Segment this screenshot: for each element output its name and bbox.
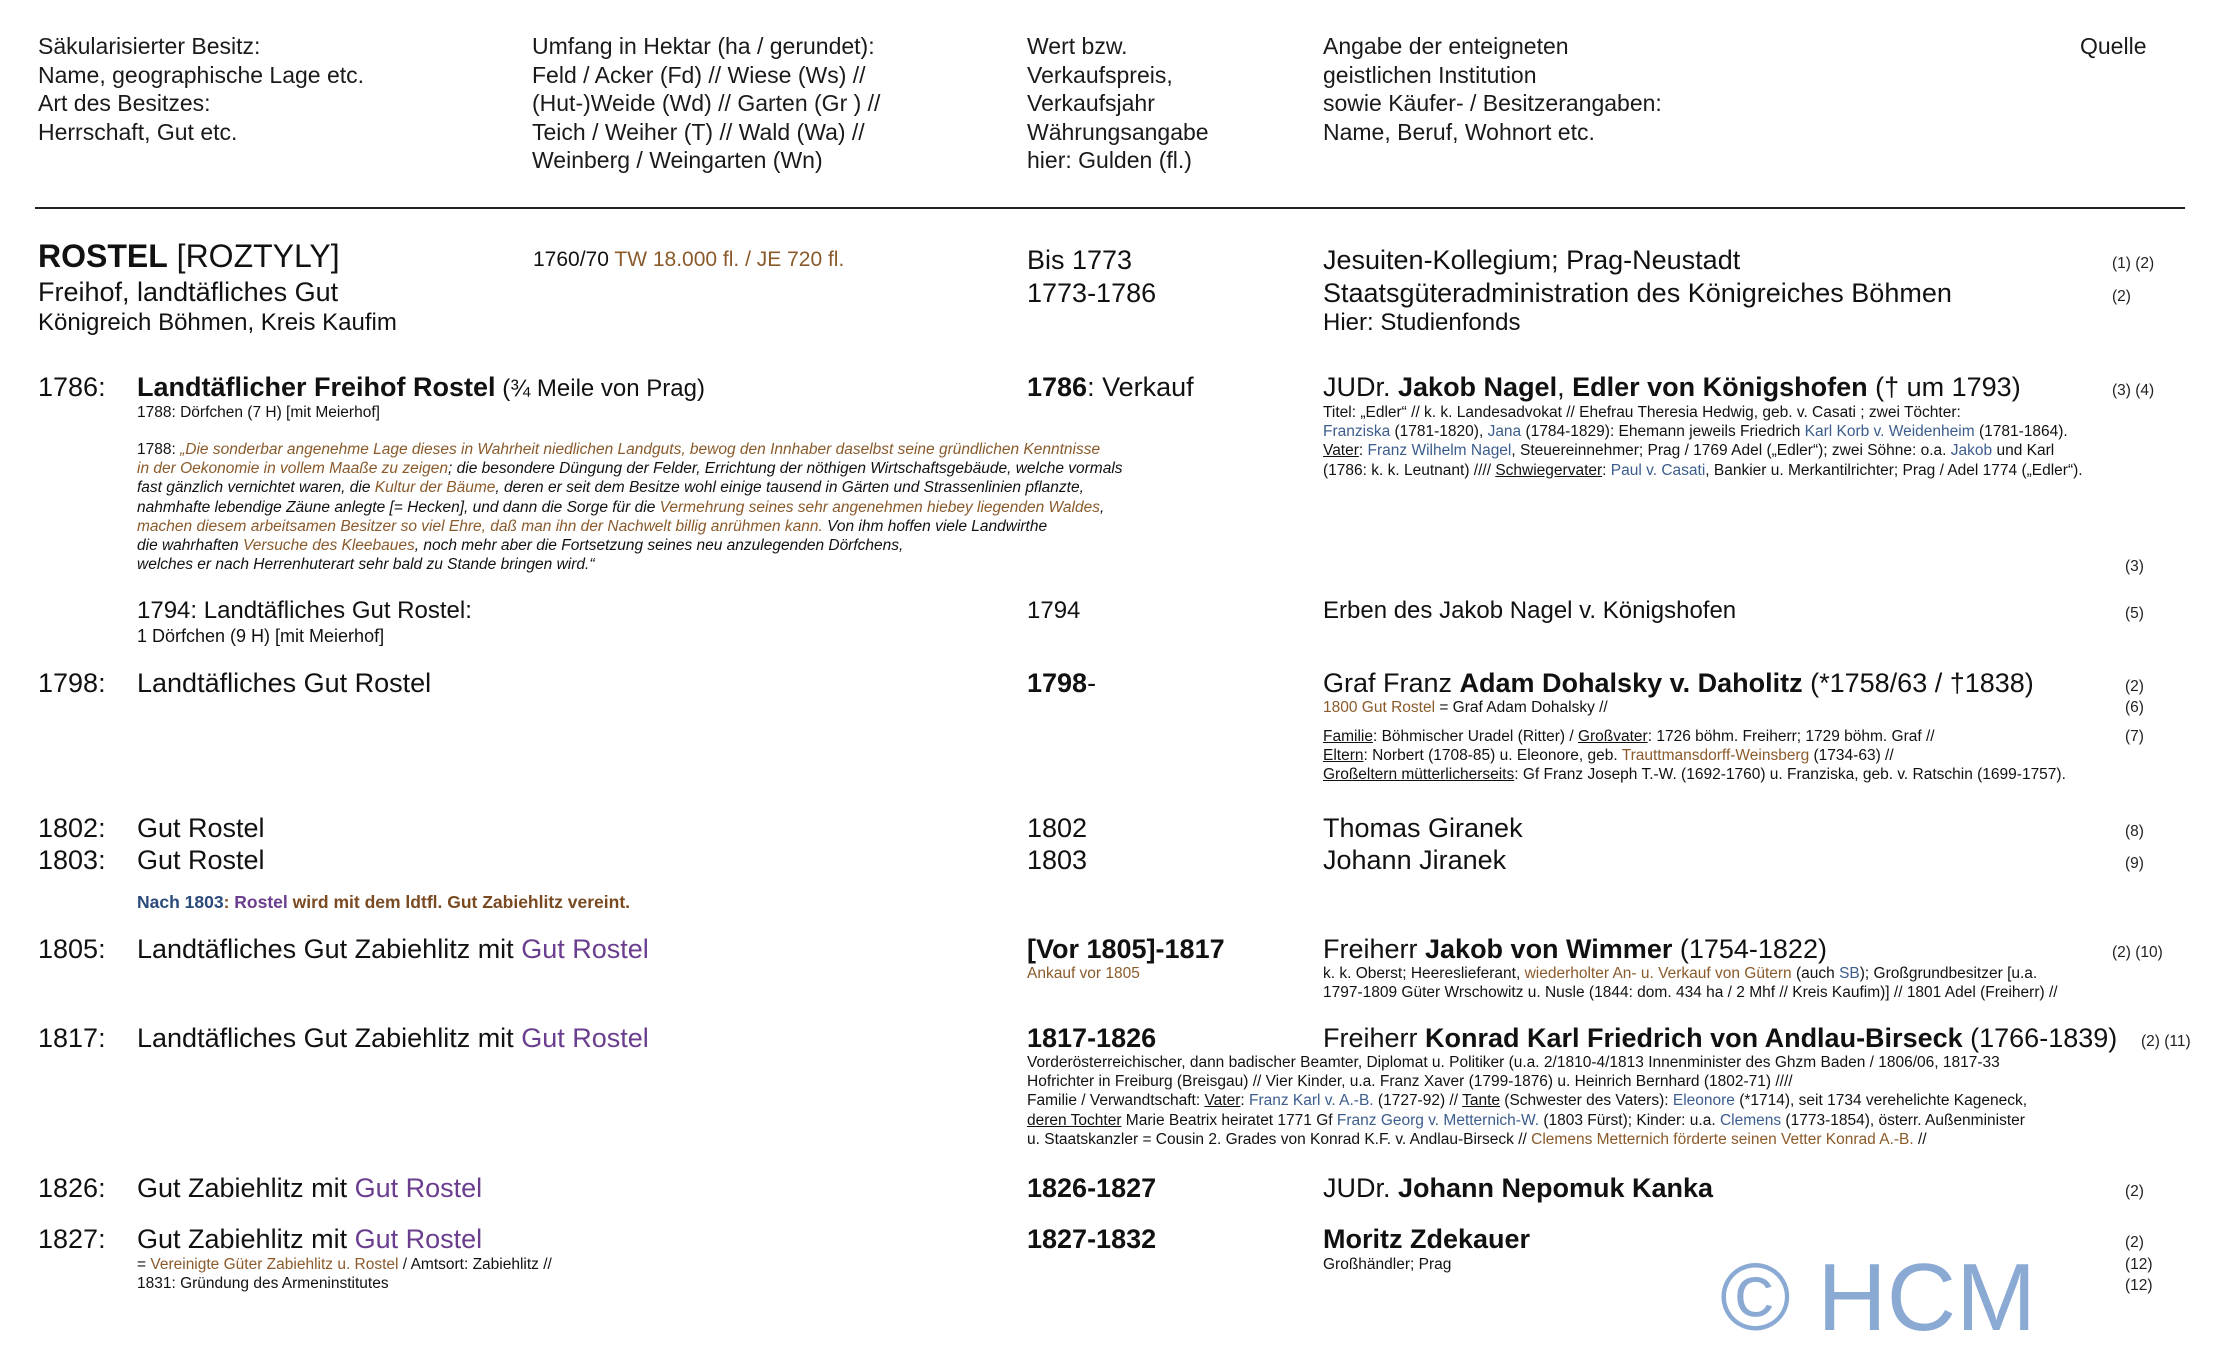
entry-year: 1805:	[38, 934, 106, 964]
detail-seg: (*1714), seit 1734 verehelichte Kageneck,	[1734, 1092, 2028, 1110]
entry-year: 1786:	[38, 372, 106, 402]
detail-line	[1027, 1091, 2027, 1110]
entry-owner: Erben des Jakob Nagel v. Königshofen	[1323, 597, 1737, 624]
source-ref: (5)	[2125, 605, 2144, 622]
entry-year: 1803:	[38, 845, 106, 875]
owner-details	[1323, 964, 2058, 1002]
entry-period: 1803	[1027, 845, 1088, 875]
owner-seg: (1754-1822)	[1672, 934, 1827, 964]
detail-seg: Karl Korb v. Weidenheim	[1804, 423, 1975, 441]
detail-seg: Franziska	[1323, 423, 1391, 441]
owner-seg: Johann Nepomuk Kanka	[1398, 1173, 1714, 1203]
owner-details	[1027, 1053, 2027, 1149]
header-line: Angabe der enteigneten	[1323, 33, 1569, 59]
name-seg: Gut Rostel	[521, 934, 649, 964]
quote-seg: Kultur der Bäume	[374, 479, 496, 497]
quote-seg: machen diesem arbeitsamen Besitzer so viel Ehre, daß man ihn der Nachwelt billig anrühmen kann.	[137, 517, 823, 535]
sub-seg: / Amtsort: Zabiehlitz //	[398, 1256, 552, 1273]
name-seg: Gut Zabiehlitz mit	[137, 1173, 355, 1203]
owner-seg: Graf Franz	[1323, 668, 1460, 698]
detail-seg: Schwiegervater	[1495, 461, 1603, 479]
detail-seg: (1803 Fürst); Kinder: u.a.	[1539, 1111, 1720, 1129]
quote-line	[137, 498, 1123, 517]
quote-line	[137, 459, 1123, 478]
entry-year: 1798:	[38, 668, 106, 698]
detail-seg: Franz Georg v. Metternich-W.	[1336, 1111, 1540, 1129]
entry-name: Gut Rostel	[137, 813, 265, 843]
entry-title	[38, 238, 340, 274]
entry-period: [Vor 1805]-1817	[1027, 934, 1225, 964]
owner-seg: ,	[1557, 372, 1573, 402]
detail-seg: Clemens	[1719, 1111, 1782, 1129]
source-ref: (12)	[2125, 1277, 2153, 1294]
entry-period: 1827-1832	[1027, 1224, 1157, 1254]
entry-year: 1826:	[38, 1173, 106, 1203]
entry-owner: Johann Jiranek	[1323, 845, 1507, 875]
detail-seg: Trauttmansdorff-Weinsberg	[1621, 747, 1810, 765]
quote-seg: „Die sonderbar angenehme Lage dieses in Wahrheit niedlichen Landguts, bewog den Innhaber daselbst seine gründlichen Kenntnisse	[180, 441, 1101, 458]
quote-line	[137, 478, 1123, 497]
detail-seg: ); Großgrundbesitzer [u.a.	[1859, 965, 2038, 982]
detail-line: Vorderösterreichischer, dann badischer Beamter, Diplomat u. Politiker (u.a. 2/1810-4/1813 Innenminister des Ghzm Baden / 1806/06, 1817-33	[1027, 1054, 2000, 1071]
quote-line	[137, 517, 1123, 536]
source-ref: (2)	[2125, 1183, 2144, 1200]
quote-seg: ,	[1099, 498, 1105, 516]
entry-period	[1027, 371, 1194, 403]
source-ref: (8)	[2125, 823, 2144, 840]
header-line: geistlichen Institution	[1323, 61, 1537, 88]
header-line: Währungsangabe	[1027, 118, 1209, 145]
note-seg: Nach 1803	[137, 892, 224, 912]
source-ref: (3)	[2125, 558, 2144, 575]
header-line: hier: Gulden (fl.)	[1027, 147, 1192, 173]
entry-period: 1817-1826	[1027, 1023, 1157, 1053]
quote-seg: die wahrhaften	[137, 537, 243, 555]
detail-line	[1323, 441, 2083, 460]
detail-seg: (1734-63) //	[1809, 747, 1894, 765]
sub-line	[137, 1255, 552, 1274]
detail-seg: (1781-1820),	[1390, 423, 1488, 441]
entry-owner	[1323, 933, 1827, 965]
entry-name	[137, 933, 649, 965]
title-type: Freihof, landtäfliches Gut	[38, 277, 339, 307]
detail-seg: Jana	[1487, 423, 1522, 441]
header-line: Weinberg / Weingarten (Wn)	[532, 147, 823, 173]
merge-note	[137, 891, 630, 913]
header-line: Herrschaft, Gut etc.	[38, 118, 238, 145]
detail-seg: (1727-92) //	[1373, 1092, 1463, 1110]
owner-seg: Jakob Nagel	[1398, 372, 1558, 402]
header-line: Säkularisierter Besitz:	[38, 33, 261, 59]
source-ref: (6)	[2125, 699, 2144, 716]
title-owner-2: Staatsgüteradministration des Königreiches Böhmen	[1323, 278, 1952, 308]
quote-line	[137, 536, 1123, 555]
quote-seg: Vermehrung seines sehr angenehmen hiebey liegenden Waldes	[659, 498, 1100, 516]
entry-name	[137, 1223, 482, 1255]
detail-seg: : Gf Franz Joseph T.-W. (1692-1760) u. Franziska, geb. v. Ratschin (1699-1757).	[1514, 766, 2066, 784]
detail-line	[1027, 1130, 2027, 1149]
copyright-watermark: © HCM	[1720, 1244, 2037, 1351]
source-ref: (2) (11)	[2141, 1033, 2191, 1050]
detail-line: Titel: „Edler“ // k. k. Landesadvokat // Ehefrau Theresia Hedwig, geb. v. Casati ; zwei Töchter:	[1323, 404, 1961, 421]
header-col-property	[38, 32, 364, 146]
owner-seg: Freiherr	[1323, 934, 1426, 964]
entry-name-bold: Landtäflicher Freihof Rostel	[137, 372, 496, 402]
detail-seg: Vater	[1204, 1092, 1241, 1110]
detail-seg: :	[1602, 461, 1611, 479]
sub-seg: =	[137, 1256, 151, 1273]
owner-seg: JUDr.	[1323, 1173, 1399, 1203]
quote-seg: nahmhafte lebendige Zäune anlegte [= Hecken], und dann die Sorge für die	[137, 498, 660, 516]
header-col-value	[1027, 32, 1209, 175]
detail-seg: SB	[1839, 965, 1860, 982]
entry-sub: 1788: Dörfchen (7 H) [mit Meierhof]	[137, 404, 380, 421]
detail-seg: Familie / Verwandtschaft:	[1027, 1092, 1205, 1110]
detail-seg: :	[1358, 442, 1368, 460]
owner-details: Großhändler; Prag	[1323, 1256, 1452, 1273]
detail-seg: Großvater	[1577, 728, 1648, 745]
header-line: Feld / Acker (Fd) // Wiese (Ws) //	[532, 61, 866, 88]
entry-year: 1827:	[38, 1224, 106, 1254]
detail-seg: Eleonore	[1672, 1092, 1735, 1110]
note-seg: Rostel	[234, 892, 288, 912]
entry-sub	[137, 1255, 552, 1293]
header-line: sowie Käufer- / Besitzerangaben:	[1323, 90, 1662, 116]
entry-name: Gut Rostel	[137, 845, 265, 875]
owner-seg: († um 1793)	[1867, 372, 2021, 402]
detail-line	[1323, 964, 2058, 983]
header-line: Verkaufspreis,	[1027, 61, 1173, 88]
detail-seg: (1773-1854), österr. Außenminister	[1781, 1111, 2025, 1129]
detail-seg: :	[1240, 1092, 1249, 1110]
header-line: Art des Besitzes:	[38, 90, 211, 116]
owner-seg: Adam Dohalsky v. Daholitz	[1459, 668, 1803, 698]
detail-seg: wiederholter An- u. Verkauf von Gütern	[1524, 965, 1792, 982]
detail-seg: (Schwester des Vaters):	[1500, 1092, 1673, 1110]
title-owner-3: Hier: Studienfonds	[1323, 309, 1521, 336]
detail-seg: und Karl	[1992, 442, 2055, 460]
source-ref: (7)	[2125, 728, 2144, 745]
period-rest: : Verkauf	[1087, 372, 1194, 402]
entry-year: 1817:	[38, 1023, 106, 1053]
entry-name	[137, 371, 705, 405]
source-ref: (3) (4)	[2112, 382, 2155, 399]
title-owner-1: Jesuiten-Kollegium; Prag-Neustadt	[1323, 245, 1741, 275]
owner-seg: Freiherr	[1323, 1023, 1426, 1053]
period-bold: 1786	[1027, 372, 1088, 402]
detail-line	[1027, 1111, 2027, 1130]
entry-owner	[1323, 1172, 1713, 1204]
header-col-area	[532, 32, 880, 175]
title-value-amount: TW 18.000 fl. / JE 720 fl.	[614, 248, 845, 271]
detail-seg: k. k. Oberst; Heereslieferant,	[1323, 965, 1525, 982]
title-alt: [ROZTYLY]	[167, 238, 340, 274]
entry-name	[137, 1022, 649, 1054]
detail-line	[1323, 765, 2066, 784]
header-col-institution	[1323, 32, 1662, 146]
owner-details	[1323, 403, 2083, 480]
detail-seg: = Graf Adam Dohalsky //	[1435, 699, 1608, 716]
detail-line	[1323, 422, 2083, 441]
historical-quote	[137, 440, 1123, 574]
source-ref: (12)	[2125, 1256, 2153, 1273]
entry-period: 1794	[1027, 597, 1081, 624]
title-value	[533, 248, 844, 272]
period-bold: 1798	[1027, 668, 1088, 698]
source-ref: (1) (2)	[2112, 255, 2155, 272]
source-ref: (9)	[2125, 855, 2144, 872]
detail-line: 1797-1809 Güter Wrschowitz u. Nusle (1844: dom. 434 ha / 2 Mhf // Kreis Kaufim)] // 1801 Adel (Freiherr) //	[1323, 984, 2058, 1002]
name-seg: Gut Rostel	[354, 1173, 483, 1203]
entry-owner: Thomas Giranek	[1323, 813, 1523, 843]
owner-seg: Edler von Königshofen	[1572, 372, 1868, 402]
header-line: Name, geographische Lage etc.	[38, 61, 365, 88]
source-ref: (2)	[2125, 678, 2144, 695]
detail-seg: (1781-1864).	[1974, 423, 2068, 441]
quote-line	[137, 440, 1123, 459]
source-ref: (2)	[2125, 1234, 2144, 1251]
quote-seg: 1788:	[137, 441, 181, 458]
detail-seg: //	[1913, 1130, 1927, 1148]
header-line: (Hut-)Weide (Wd) // Garten (Gr ) //	[532, 90, 881, 116]
detail-seg: Paul v. Casati	[1610, 461, 1706, 479]
detail-seg: u. Staatskanzler = Cousin 2. Grades von Konrad K.F. v. Andlau-Birseck //	[1027, 1130, 1532, 1148]
owner-seg: JUDr.	[1323, 372, 1399, 402]
detail-seg: Jakob	[1950, 442, 1993, 460]
source-ref: (2) (10)	[2112, 944, 2163, 961]
entry-owner	[1323, 667, 2034, 699]
title-name: ROSTEL	[38, 238, 168, 274]
detail-line: Hofrichter in Freiburg (Breisgau) // Vier Kinder, u.a. Franz Xaver (1799-1876) u. Heinrich Bernhard (1802-71) ////	[1027, 1073, 1793, 1091]
quote-seg: ; die besondere Düngung der Felder, Errichtung der nöthigen Wirtschaftsgebäude, welche vormals	[448, 460, 1123, 478]
detail-seg: (1784-1829): Ehemann jeweils Friedrich	[1521, 423, 1805, 441]
title-value-year: 1760/70	[533, 248, 615, 271]
detail-seg: , Bankier u. Merkantilrichter; Prag / Adel 1774 („Edler“).	[1705, 461, 2083, 479]
entry-period: 1826-1827	[1027, 1173, 1157, 1203]
detail-line	[1323, 727, 2066, 746]
detail-line	[1323, 461, 2083, 480]
name-seg: Gut Rostel	[354, 1224, 483, 1254]
detail-seg: Clemens Metternich förderte seinen Vetter Konrad A.-B.	[1531, 1130, 1914, 1148]
sub-seg: Vereinigte Güter Zabiehlitz u. Rostel	[150, 1256, 399, 1273]
name-seg: Gut Rostel	[521, 1023, 649, 1053]
header-divider	[35, 207, 2185, 209]
name-seg: Landtäfliches Gut Zabiehlitz mit	[137, 934, 522, 964]
sub-line: 1831: Gründung des Armeninstitutes	[137, 1275, 389, 1293]
quote-seg: welches er nach Herrenhuterart sehr bald zu Stande bringen wird.“	[137, 556, 595, 574]
note-seg: :	[223, 892, 235, 912]
entry-name: Landtäfliches Gut Rostel	[137, 668, 432, 698]
quote-seg: fast gänzlich vernichtet waren, die	[137, 479, 375, 497]
quote-seg: Von ihm hoffen viele Landwirthe	[822, 517, 1048, 535]
detail-seg: Marie Beatrix heiratet 1771 Gf	[1121, 1111, 1337, 1129]
title-period-1: Bis 1773	[1027, 245, 1133, 275]
detail-seg: Tante	[1462, 1092, 1500, 1110]
note-seg: wird mit dem ldtfl. Gut Zabiehlitz vereint.	[287, 892, 631, 912]
detail-seg: deren Tochter	[1027, 1111, 1122, 1129]
owner-seg: Jakob von Wimmer	[1425, 934, 1673, 964]
title-period-2: 1773-1786	[1027, 278, 1157, 308]
header-col-source: Quelle	[2080, 33, 2147, 59]
detail-seg: (auch	[1791, 965, 1840, 982]
owner-details	[1323, 727, 2066, 785]
detail-seg: Großeltern mütterlicherseits	[1323, 766, 1515, 784]
detail-seg: , Steuereinnehmer; Prag / 1769 Adel („Edler“); zwei Söhne: o.a.	[1511, 442, 1951, 460]
detail-seg: 1800 Gut Rostel	[1323, 699, 1436, 716]
quote-line	[137, 555, 1123, 574]
entry-name: 1794: Landtäfliches Gut Rostel:	[137, 597, 472, 624]
header-line: Wert bzw.	[1027, 33, 1128, 59]
owner-details	[1323, 698, 1608, 717]
quote-seg: , noch mehr aber die Fortsetzung seines neu anzulegenden Dörfchens,	[414, 537, 904, 555]
owner-seg: Konrad Karl Friedrich von Andlau-Birseck	[1425, 1023, 1963, 1053]
header-line: Umfang in Hektar (ha / gerundet):	[532, 33, 875, 59]
detail-seg: Vater	[1323, 442, 1359, 460]
detail-seg: Franz Wilhelm Nagel	[1367, 442, 1512, 460]
header-line: Teich / Weiher (T) // Wald (Wa) //	[532, 118, 865, 145]
entry-year: 1802:	[38, 813, 106, 843]
period-note: Ankauf vor 1805	[1027, 965, 1140, 982]
quote-seg: Versuche des Kleebaues	[243, 537, 415, 555]
detail-seg: : Norbert (1708-85) u. Eleonore, geb.	[1363, 747, 1622, 765]
period-rest: -	[1087, 668, 1097, 698]
entry-owner	[1323, 1022, 2117, 1054]
name-seg: Gut Zabiehlitz mit	[137, 1224, 355, 1254]
detail-seg: : Böhmischer Uradel (Ritter) /	[1372, 728, 1578, 745]
header-line: Name, Beruf, Wohnort etc.	[1323, 118, 1595, 145]
entry-name	[137, 1172, 482, 1204]
entry-period: 1802	[1027, 813, 1088, 843]
entry-name-suffix: (¾ Meile von Prag)	[495, 375, 705, 402]
owner-seg: (*1758/63 / †1838)	[1802, 668, 2034, 698]
entry-owner	[1323, 371, 2021, 403]
source-ref: (2)	[2112, 288, 2131, 305]
detail-seg: Familie	[1323, 728, 1373, 745]
name-seg: Landtäfliches Gut Zabiehlitz mit	[137, 1023, 522, 1053]
detail-seg: Eltern	[1323, 747, 1364, 765]
header-line: Verkaufsjahr	[1027, 90, 1155, 116]
detail-seg: : 1726 böhm. Freiherr; 1729 böhm. Graf //	[1647, 728, 1935, 745]
detail-seg: (1786: k. k. Leutnant) ////	[1323, 461, 1496, 479]
detail-seg: Franz Karl v. A.-B.	[1249, 1092, 1374, 1110]
owner-seg: (1766-1839)	[1962, 1023, 2118, 1053]
title-location: Königreich Böhmen, Kreis Kaufim	[38, 309, 397, 336]
entry-period	[1027, 667, 1096, 699]
entry-sub: 1 Dörfchen (9 H) [mit Meierhof]	[137, 626, 385, 646]
quote-seg: , deren er seit dem Besitze wohl einige tausend in Gärten und Strassenlinien pflanzte,	[495, 479, 1084, 497]
quote-seg: in der Oekonomie in vollem Maaße zu zeigen	[137, 460, 449, 478]
entry-owner: Moritz Zdekauer	[1323, 1224, 1531, 1254]
detail-line	[1323, 746, 2066, 765]
